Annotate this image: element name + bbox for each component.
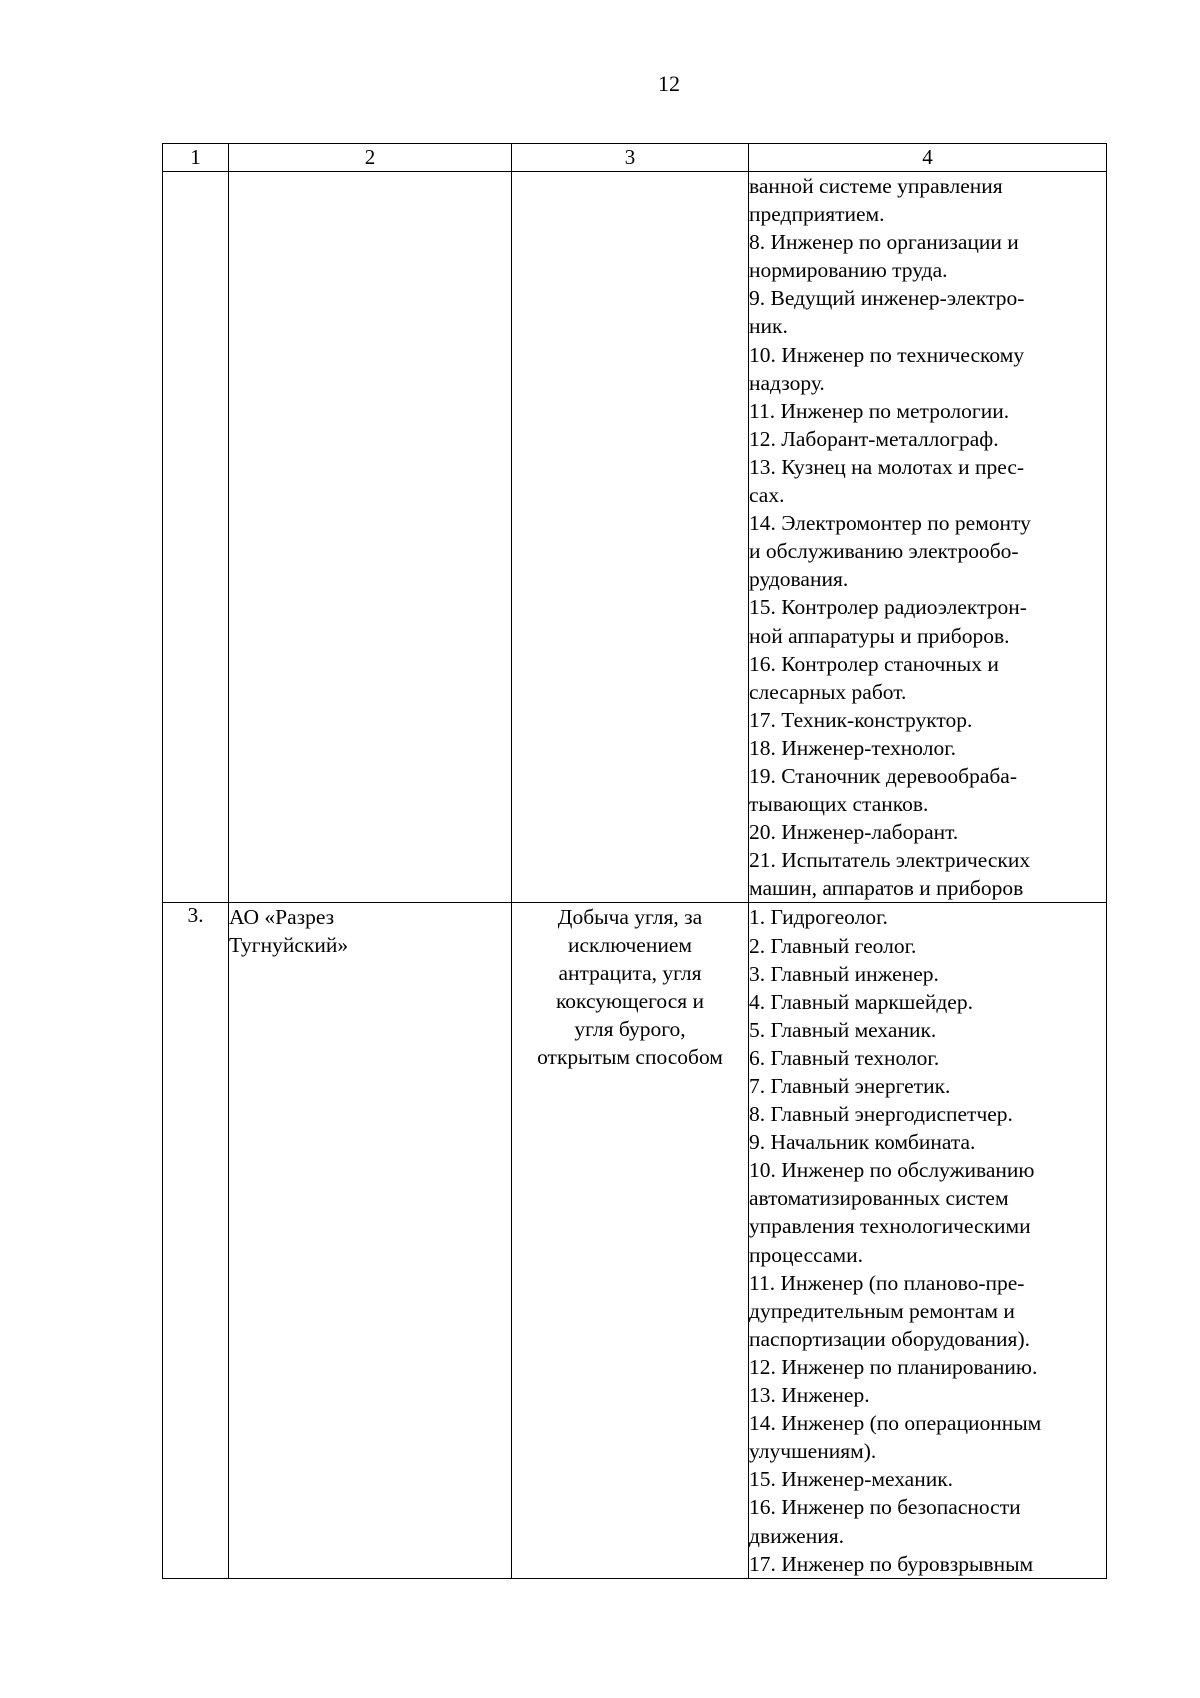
table-row (163, 903, 1107, 1578)
text-line: 15. Инженер-механик. (749, 1467, 954, 1492)
text-line: нормированию труда. (749, 258, 948, 283)
professions-list-cell (749, 172, 1107, 903)
organization-cell (229, 172, 512, 903)
text-line: 17. Инженер по буровзрывным (749, 1551, 1034, 1576)
text-line: слесарных работ. (749, 679, 907, 704)
text-line: 16. Инженер по безопасности (749, 1495, 1021, 1520)
text-line: АО «Разрез (229, 905, 335, 930)
text-line: 4. Главный маркшейдер. (749, 989, 973, 1014)
text-line: тывающих станков. (749, 792, 929, 817)
text-line: 11. Инженер (по планово-пре- (749, 1270, 1025, 1295)
text-line: предприятием. (749, 202, 885, 227)
text-line: 8. Инженер по организации и (749, 230, 1019, 255)
text-line: 9. Ведущий инженер-электро- (749, 286, 1025, 311)
text-line: 9. Начальник комбината. (749, 1130, 976, 1155)
text-line: 1. Гидрогеолог. (749, 905, 888, 930)
text-line: 14. Инженер (по операционным (749, 1411, 1042, 1436)
text-line: паспортизации оборудования). (749, 1326, 1030, 1351)
text-line: дупредительным ремонтам и (749, 1298, 1015, 1323)
column-number-2: 2 (229, 144, 512, 172)
text-line: 16. Контролер станочных и (749, 651, 999, 676)
text-line: коксующегося и (555, 989, 705, 1014)
table-row (163, 172, 1107, 903)
text-line: 14. Электромонтер по ремонту (749, 511, 1031, 536)
text-line: Добыча угля, за (557, 905, 703, 930)
row-number: 3. (163, 903, 229, 1578)
text-line: открытым способом (537, 1045, 723, 1070)
text-line: 12. Лаборант-металлограф. (749, 426, 999, 451)
professions-list-cell (749, 903, 1107, 1578)
text-line: 13. Инженер. (749, 1383, 870, 1408)
text-line: 20. Инженер-лаборант. (749, 820, 959, 845)
text-line: процессами. (749, 1242, 863, 1267)
column-number-1: 1 (163, 144, 229, 172)
text-line: ванной системе управления (749, 174, 1003, 198)
text-line: машин, аппаратов и приборов (749, 876, 1024, 901)
text-line: движения. (749, 1523, 844, 1548)
organization-cell (229, 903, 512, 1578)
text-line: 12. Инженер по планированию. (749, 1354, 1038, 1379)
text-line: автоматизированных систем (749, 1186, 1009, 1211)
column-number-3: 3 (512, 144, 749, 172)
text-line: 8. Главный энергодиспетчер. (749, 1102, 1013, 1127)
text-line: 13. Кузнец на молотах и прес- (749, 454, 1025, 479)
text-line: ной аппаратуры и приборов. (749, 623, 1010, 648)
text-line: сах. (749, 483, 785, 508)
text-line: ник. (749, 314, 788, 339)
text-line: 10. Инженер по обслуживанию (749, 1158, 1035, 1183)
column-number-4: 4 (749, 144, 1107, 172)
text-line: 5. Главный механик. (749, 1017, 937, 1042)
row-number (163, 172, 229, 903)
text-line: 2. Главный геолог. (749, 933, 917, 958)
text-line: 21. Испытатель электрических (749, 848, 1031, 873)
text-line: 10. Инженер по техническому (749, 342, 1025, 367)
text-line: рудования. (749, 567, 849, 592)
text-line: исключением (568, 933, 692, 958)
document-table (162, 143, 1107, 1579)
activity-cell (512, 903, 749, 1578)
text-line: 19. Станочник деревообраба- (749, 763, 1018, 788)
text-line: 15. Контролер радиоэлектрон- (749, 595, 1027, 620)
text-line: 7. Главный энергетик. (749, 1074, 951, 1098)
text-line: управления технологическими (749, 1214, 1031, 1239)
text-line: 3. Главный инженер. (749, 961, 939, 986)
table-header-row (163, 144, 1107, 172)
text-line: 18. Инженер-технолог. (749, 735, 956, 760)
text-line: 6. Главный технолог. (749, 1045, 940, 1070)
text-line: 17. Техник-конструктор. (749, 707, 973, 732)
text-line: надзору. (749, 370, 825, 395)
text-line: и обслуживанию электрообо- (749, 539, 1019, 564)
text-line: антрацита, угля (558, 961, 702, 986)
text-line: угля бурого, (574, 1017, 686, 1042)
page-number: 12 (658, 71, 680, 96)
text-line: Тугнуйский» (229, 933, 349, 958)
text-line: 11. Инженер по метрологии. (749, 398, 1010, 423)
text-line: улучшениям). (749, 1439, 877, 1464)
activity-cell (512, 172, 749, 903)
